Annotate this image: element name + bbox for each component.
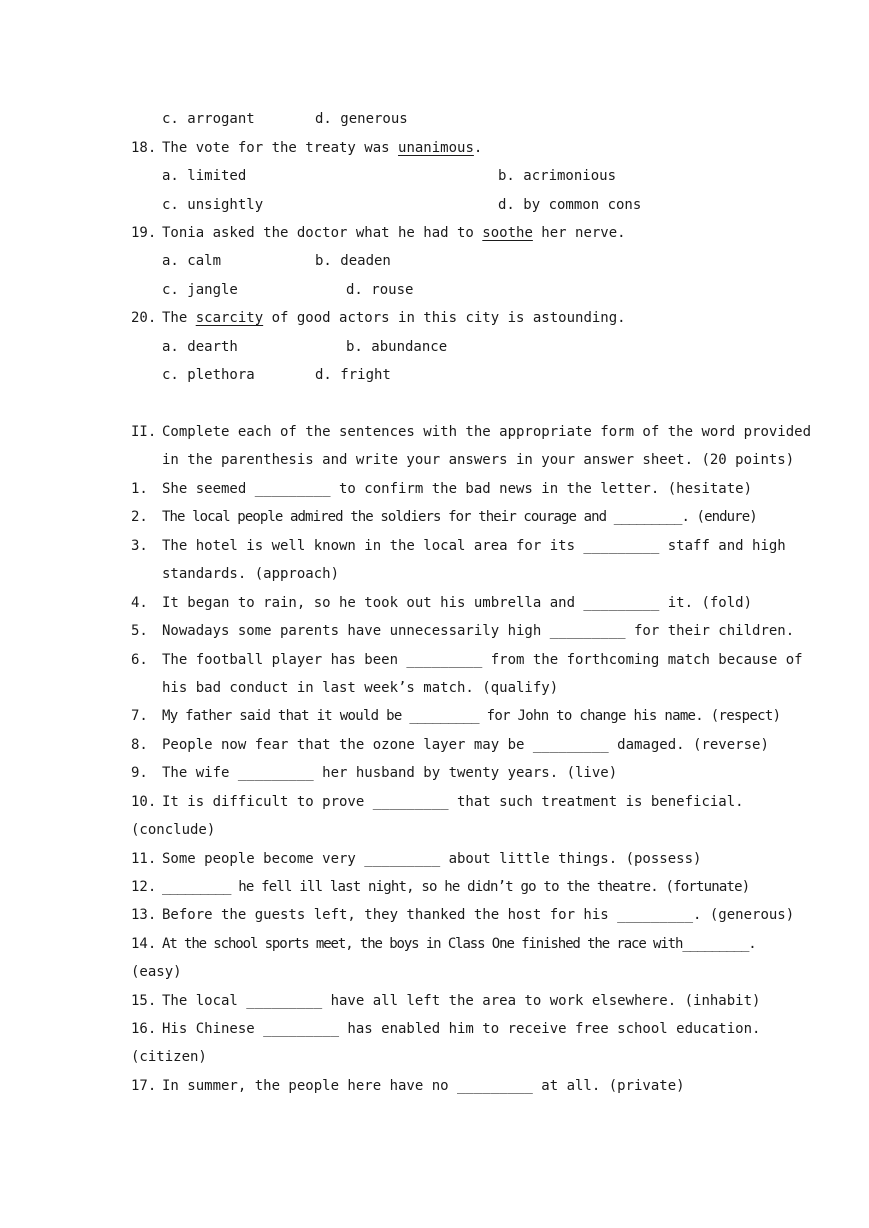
section-number: II. xyxy=(131,424,157,440)
item-number: 13. xyxy=(131,907,157,923)
option-d: d. generous xyxy=(315,111,408,127)
item-text: In summer, the people here have no _________ at all. (private) xyxy=(162,1078,685,1094)
item-text: It is difficult to prove _________ that such treatment is beneficial. xyxy=(162,794,744,810)
item-number: 5. xyxy=(131,623,148,639)
item-text: Before the guests left, they thanked the host for his _________. (generous) xyxy=(162,907,795,923)
item-text: The football player has been _________ from the forthcoming match because of xyxy=(162,652,803,668)
option-d: d. rouse xyxy=(346,282,414,298)
item-text: It began to rain, so he took out his umbrella and _________ it. (fold) xyxy=(162,595,753,611)
item-number: 7. xyxy=(131,708,148,724)
question-stem: The scarcity of good actors in this city is astounding. xyxy=(162,310,626,326)
section-instructions: in the parenthesis and write your answers in your answer sheet. (20 points) xyxy=(162,452,795,468)
question-number: 19. xyxy=(131,225,157,241)
item-number: 1. xyxy=(131,481,148,497)
option-d: d. by common cons xyxy=(498,197,642,213)
item-number: 16. xyxy=(131,1021,157,1037)
item-text-continued: (conclude) xyxy=(131,822,216,838)
option-a: a. limited xyxy=(162,168,247,184)
item-number: 12. xyxy=(131,879,157,895)
item-number: 3. xyxy=(131,538,148,554)
item-number: 2. xyxy=(131,509,148,525)
option-b: b. acrimonious xyxy=(498,168,617,184)
item-text: Nowadays some parents have unnecessarily high _________ for their children. xyxy=(162,623,795,639)
option-c: c. plethora xyxy=(162,367,255,383)
option-a: a. calm xyxy=(162,253,222,269)
item-text-continued: standards. (approach) xyxy=(162,566,340,582)
item-number: 11. xyxy=(131,851,157,867)
item-text: She seemed _________ to confirm the bad news in the letter. (hesitate) xyxy=(162,481,753,497)
item-text-continued: (easy) xyxy=(131,964,182,980)
item-text-continued: (citizen) xyxy=(131,1049,207,1065)
item-text: _________ he fell ill last night, so he didn’t go to the theatre. (fortunate) xyxy=(162,879,750,895)
question-stem: The vote for the treaty was unanimous. xyxy=(162,140,483,156)
item-text: The hotel is well known in the local area for its _________ staff and high xyxy=(162,538,786,554)
question-number: 20. xyxy=(131,310,157,326)
item-number: 17. xyxy=(131,1078,157,1094)
item-number: 9. xyxy=(131,765,148,781)
item-number: 10. xyxy=(131,794,157,810)
question-stem: Tonia asked the doctor what he had to soothe her nerve. xyxy=(162,225,626,241)
item-text: The local _________ have all left the area to work elsewhere. (inhabit) xyxy=(162,993,761,1009)
option-b: b. abundance xyxy=(346,339,448,355)
item-text: The wife _________ her husband by twenty years. (live) xyxy=(162,765,618,781)
item-text: People now fear that the ozone layer may be _________ damaged. (reverse) xyxy=(162,737,769,753)
target-word: soothe xyxy=(482,225,533,241)
item-number: 15. xyxy=(131,993,157,1009)
option-a: a. dearth xyxy=(162,339,238,355)
item-text: His Chinese _________ has enabled him to receive free school education. xyxy=(162,1021,761,1037)
section-instructions: Complete each of the sentences with the appropriate form of the word provided xyxy=(162,424,812,440)
option-b: b. deaden xyxy=(315,253,391,269)
item-text: At the school sports meet, the boys in Class One finished the race with_________. xyxy=(162,936,756,952)
target-word: unanimous xyxy=(398,140,474,156)
item-number: 4. xyxy=(131,595,148,611)
item-text: The local people admired the soldiers for their courage and _________. (endure) xyxy=(162,509,757,525)
option-d: d. fright xyxy=(315,367,391,383)
item-number: 6. xyxy=(131,652,148,668)
target-word: scarcity xyxy=(195,310,264,326)
item-text: Some people become very _________ about little things. (possess) xyxy=(162,851,702,867)
option-c: c. jangle xyxy=(162,282,238,298)
item-text-continued: his bad conduct in last week’s match. (qualify) xyxy=(162,680,559,696)
question-number: 18. xyxy=(131,140,157,156)
option-c: c. arrogant xyxy=(162,111,255,127)
item-text: My father said that it would be _________ for John to change his name. (respect) xyxy=(162,708,781,724)
item-number: 14. xyxy=(131,936,157,952)
item-number: 8. xyxy=(131,737,148,753)
option-c: c. unsightly xyxy=(162,197,264,213)
